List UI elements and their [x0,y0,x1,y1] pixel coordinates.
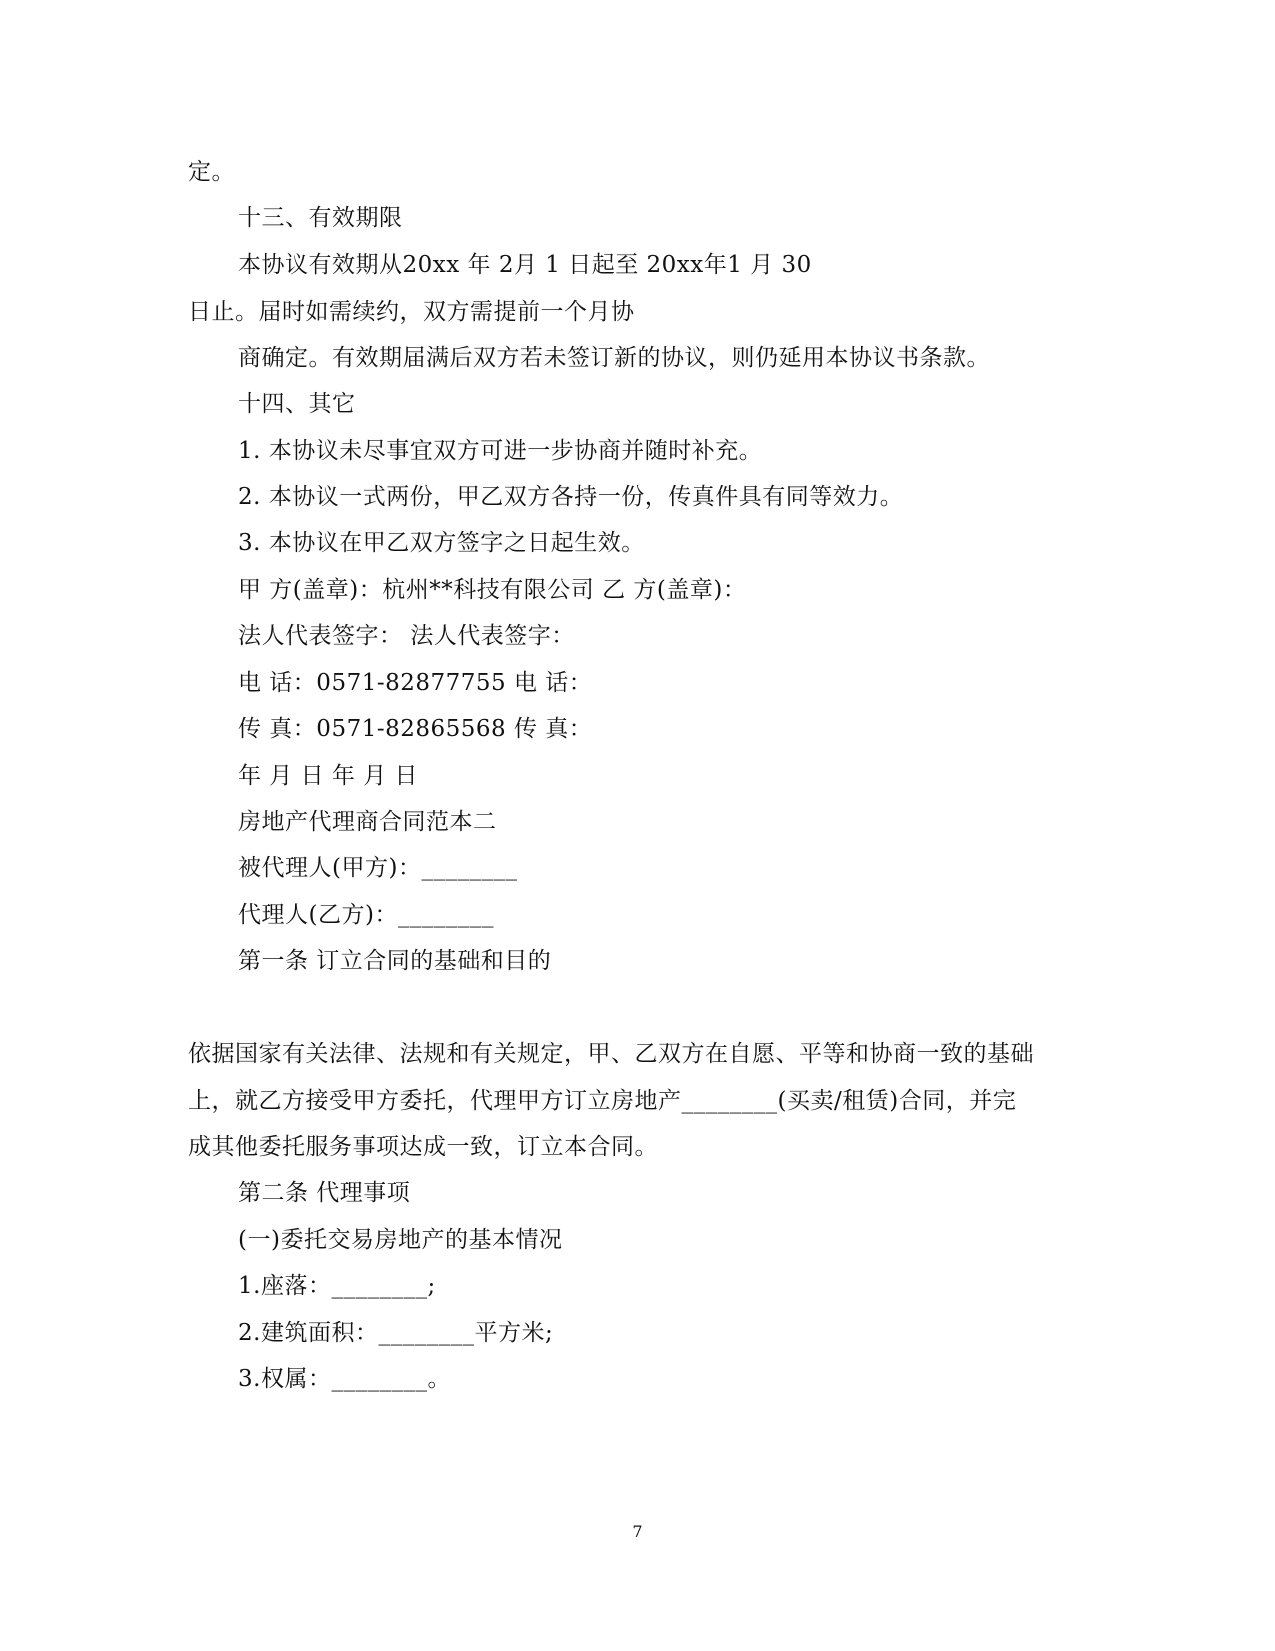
list-item: 2.建筑面积：________平方米; [238,1320,554,1346]
list-item: 1. 本协议未尽事宜双方可进一步协商并随时补充。 [238,438,763,464]
list-item: 3. 本协议在甲乙双方签字之日起生效。 [238,530,645,556]
signature-line: 法人代表签字： 法人代表签字： [238,623,575,649]
page-number: 7 [632,1522,643,1541]
phone-line: 电 话：0571-82877755 电 话： [238,670,593,696]
document-title: 房地产代理商合同范本二 [238,809,497,835]
party-line: 代理人(乙方)：________ [238,902,494,928]
list-item: 3.权属：________。 [238,1366,451,1392]
list-item: 2. 本协议一式两份，甲乙双方各持一份，传真件具有同等效力。 [238,484,904,510]
text-line: 定。 [188,159,235,185]
fax-line: 传 真：0571-82865568 传 真： [238,716,593,742]
text-line: 依据国家有关法律、法规和有关规定，甲、乙双方在自愿、平等和协商一致的基础 [188,1041,1034,1067]
article-heading: 第二条 代理事项 [238,1180,411,1206]
subsection-heading: (一)委托交易房地产的基本情况 [238,1227,563,1253]
text-line: 本协议有效期从20xx 年 2月 1 日起至 20xx年1 月 30 [238,252,812,278]
party-line: 被代理人(甲方)：________ [238,855,518,881]
date-line: 年 月 日 年 月 日 [238,763,419,789]
text-line: 成其他委托服务事项达成一致，订立本合同。 [188,1134,658,1160]
text-line: 商确定。有效期届满后双方若未签订新的协议，则仍延用本协议书条款。 [238,345,990,371]
list-item: 1.座落：________; [238,1273,436,1299]
section-heading: 十三、有效期限 [238,205,403,231]
text-line: 日止。届时如需续约，双方需提前一个月协 [188,299,635,325]
text-line: 上，就乙方接受甲方委托，代理甲方订立房地产________(买卖/租赁)合同，并完 [188,1088,1017,1114]
section-heading: 十四、其它 [238,391,356,417]
article-heading: 第一条 订立合同的基础和目的 [238,948,552,974]
signature-line: 甲 方(盖章)：杭州**科技有限公司 乙 方(盖章)： [238,577,747,603]
